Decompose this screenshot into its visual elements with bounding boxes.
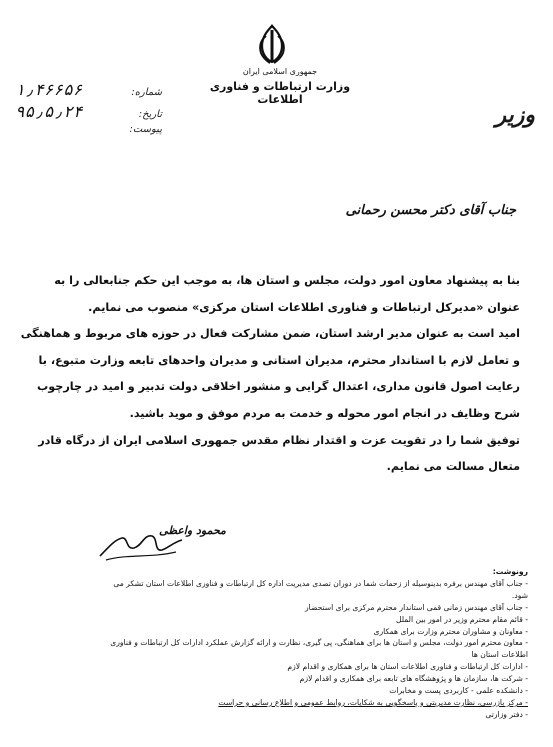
date-row (15, 102, 165, 124)
number-value: ۱٫۴۶۶۵۶ (15, 80, 83, 99)
date-label: تاریخ: (138, 109, 162, 120)
cc-item: - دفتر وزارتی (485, 709, 528, 719)
addressee: جناب آقای دکتر محسن رحمانی (345, 203, 516, 218)
letter-body (20, 268, 520, 481)
attachment-label: پیوست: (129, 124, 162, 135)
republic-label: جمهوری اسلامی ایران (242, 67, 318, 76)
body-paragraph-closing: توفیق شما را در تقویت عزت و اقتدار نظام مقدس جمهوری اسلامی ایران از درگاه قادر متعال مسالت می نمایم. (38, 433, 520, 474)
number-label: شماره: (131, 87, 162, 98)
ministry-name: وزارت ارتباطات و فناوری اطلاعات (209, 80, 351, 106)
letter-metadata (15, 80, 165, 146)
cc-item: - معاونان و مشاوران محترم وزارت برای همکاری (373, 626, 528, 636)
cc-item: - جناب آقای مهندس برفره بدینوسیله از زحمات شما در دوران تصدی مدیریت اداره کل ارتباطات و فناوری اطلاعات استان تشکر می شود. (113, 578, 528, 600)
iran-emblem-icon (252, 22, 292, 66)
cc-item: - شرکت ها، سازمان ها و پژوهشگاه های تابعه برای همکاری و اقدام لازم (299, 674, 528, 684)
minister-label: وزیر (495, 103, 535, 128)
number-row (15, 80, 165, 102)
signer-name: محمود واعظی (159, 524, 226, 537)
cc-item: - جناب آقای مهندس زمانی قمی استاندار محترم مرکزی برای استحضار (305, 602, 528, 612)
cc-list (110, 566, 528, 721)
cc-item: - دانشکده علمی - کاربردی پست و مخابرات (389, 686, 528, 696)
cc-item: - ادارات کل ارتباطات و فناوری اطلاعات استان ها برای همکاری و اقدام لازم (287, 662, 528, 672)
body-paragraph-appointment: بنا به پیشنهاد معاون امور دولت، مجلس و استان ها، به موجب این حکم جنابعالی را به عنوان «مدیرکل ارتباطات و فناوری اطلاعات استان مرکزی» منصوب می نمایم. (54, 274, 520, 314)
attachment-row (15, 124, 165, 146)
cc-item: - قائم مقام محترم وزیر در امور بین الملل (396, 614, 528, 624)
cc-item: - مرکز بازرسی، نظارت مدیریتی و پاسخگویی به شکایات، روابط عمومی و اطلاع رسانی و حراست (218, 697, 528, 707)
cc-items (110, 578, 528, 721)
cc-title: رونوشت: (492, 567, 528, 576)
date-value: ۹۵٫۵٫۲۴ (15, 102, 83, 121)
body-paragraph-expectations: امید است به عنوان مدیر ارشد استان، ضمن مشارکت فعال در حوزه های مربوط و هماهنگی و تعامل لازم با استاندار محترم، مدیران استانی و مدیران واحدهای تابعه وزارت متبوع، با رعایت اصول قانون مداری، اعتدال گرایی و منشور اخلاقی دولت تدبیر و امید در چارچوب شرح وظایف در انجام امور محوله و خدمت به مردم موفق و موید باشید. (20, 327, 520, 420)
cc-item: - معاون محترم امور دولت، مجلس و استان ها برای هماهنگی، پی گیری، نظارت و ارائه گزارش عملکرد ادارات کل ارتباطات و فناوری اطلاعات استان ها (110, 638, 528, 660)
